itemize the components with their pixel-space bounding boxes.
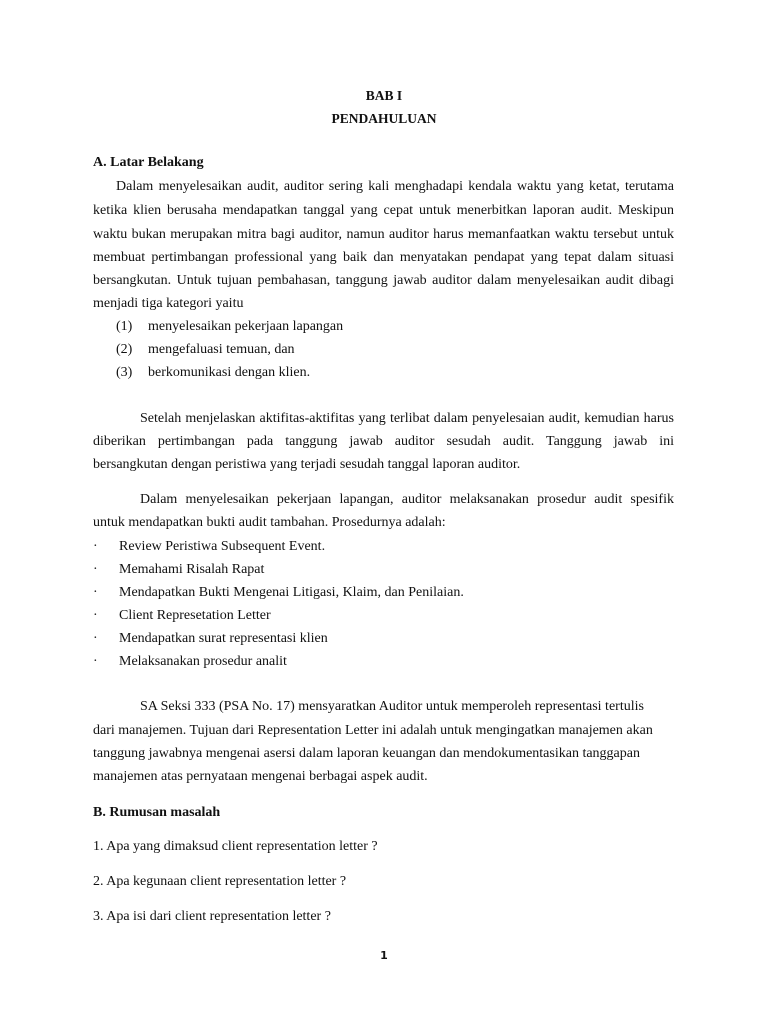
para3-line: Dalam menyelesaikan pekerjaan lapangan, auditor melaksanakan prosedur audit spesifik [140, 492, 674, 507]
numbered-item [116, 319, 343, 335]
item-text: mengefaluasi temuan, dan [148, 342, 295, 357]
para4-line: manajemen atas pernyataan mengenai berbagai aspek audit. [93, 769, 428, 784]
bullet-dot: · [93, 539, 98, 554]
para1-line: ketika klien berusaha mendapatkan tanggal yang cepat untuk menerbitkan laporan audit. Meskipun [93, 203, 674, 218]
bullet-text: Review Peristiwa Subsequent Event. [119, 539, 326, 554]
bullet-dot: · [93, 562, 98, 577]
question-item: 3. Apa isi dari client representation letter ? [93, 909, 331, 924]
para1-line: menjadi tiga kategori yaitu [93, 296, 244, 311]
bullet-text: Melaksanakan prosedur analit [119, 654, 287, 669]
item-number: (2) [116, 342, 133, 357]
bullet-dot: · [93, 654, 98, 669]
numbered-item [116, 365, 310, 381]
chapter-number: BAB I [365, 88, 403, 103]
para1-line: waktu bukan merupakan mitra bagi auditor, namun auditor harus memanfaatkan waktu tersebut untuk [93, 227, 674, 242]
bullet-item [93, 539, 325, 555]
item-text: menyelesaikan pekerjaan lapangan [148, 319, 344, 334]
para4-line: dari manajemen. Tujuan dari Representation Letter ini adalah untuk mengingatkan manajemen akan [93, 723, 653, 738]
item-text: berkomunikasi dengan klien. [148, 365, 311, 380]
bullet-item [93, 654, 287, 670]
item-number: (1) [116, 319, 133, 334]
question-item: 1. Apa yang dimaksud client representation letter ? [93, 839, 378, 854]
para2-line: diberikan pertimbangan pada tanggung jawab auditor sesudah audit. Tanggung jawab ini [93, 434, 674, 449]
para1-line: Dalam menyelesaikan audit, auditor sering kali menghadapi kendala waktu yang ketat, terutama [116, 179, 674, 194]
bullet-item [93, 631, 328, 647]
para4-line: SA Seksi 333 (PSA No. 17) mensyaratkan Auditor untuk memperoleh representasi tertulis [140, 699, 644, 714]
bullet-dot: · [93, 608, 98, 623]
bullet-text: Mendapatkan surat representasi klien [119, 631, 328, 646]
bullet-item [93, 585, 464, 601]
bullet-dot: · [93, 631, 98, 646]
para1-line: membuat pertimbangan professional yang baik dan menyatakan pendapat yang tepat dalam situasi [93, 250, 674, 265]
question-item: 2. Apa kegunaan client representation letter ? [93, 874, 347, 889]
bullet-item [93, 562, 264, 578]
section-a-heading: A. Latar Belakang [93, 155, 204, 170]
para2-line: Setelah menjelaskan aktifitas-aktifitas yang terlibat dalam penyelesaian audit, kemudian harus [140, 411, 674, 426]
para3-line: untuk mendapatkan bukti audit tambahan. Prosedurnya adalah: [93, 515, 446, 530]
page-number: 1 [380, 949, 388, 962]
numbered-item [116, 342, 295, 358]
item-number: (3) [116, 365, 133, 380]
bullet-item [93, 608, 271, 624]
bullet-text: Memahami Risalah Rapat [119, 562, 265, 577]
bullet-text: Client Represetation Letter [119, 608, 271, 623]
section-b-heading: B. Rumusan masalah [93, 805, 221, 820]
bullet-dot: · [93, 585, 98, 600]
chapter-title: PENDAHULUAN [331, 111, 437, 126]
para1-line: bersangkutan. Untuk tujuan pembahasan, tanggung jawab auditor dalam menyelesaikan audit dibagi [93, 273, 674, 288]
para2-line: bersangkutan dengan peristiwa yang terjadi sesudah tanggal laporan auditor. [93, 457, 521, 472]
bullet-text: Mendapatkan Bukti Mengenai Litigasi, Klaim, dan Penilaian. [119, 585, 464, 600]
para4-line: tanggung jawabnya mengenai asersi dalam laporan keuangan dan mendokumentasikan tanggapan [93, 746, 640, 761]
